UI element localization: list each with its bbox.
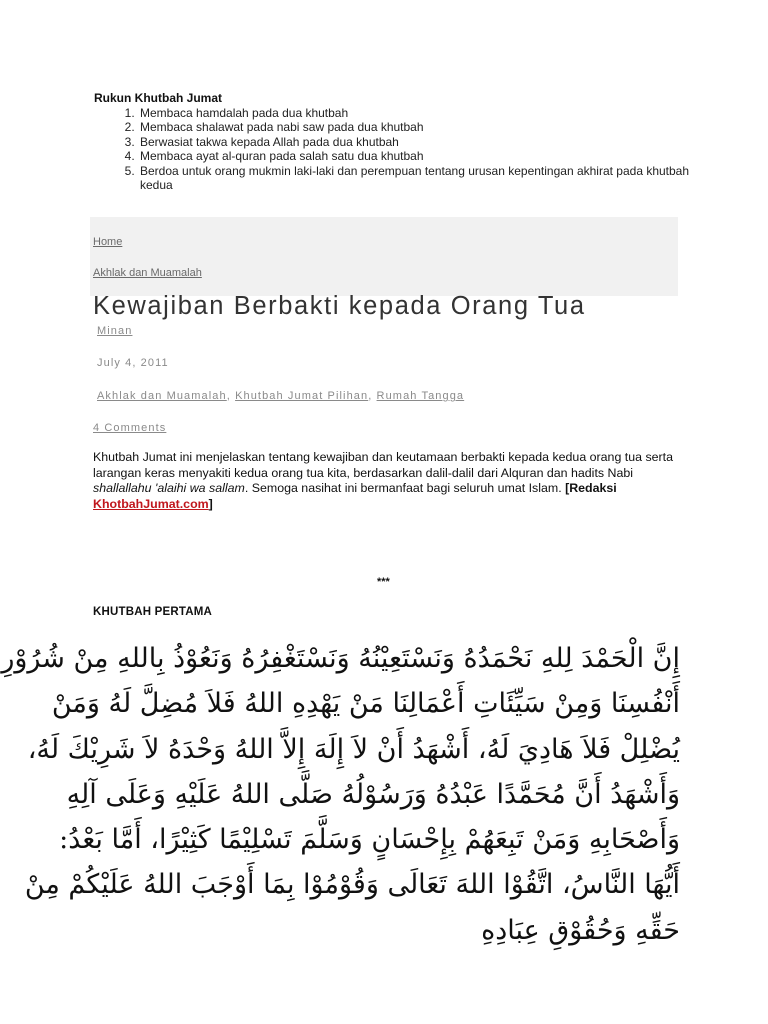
arabic-line: وَأَشْهَدُ أَنَّ مُحَمَّدًا عَبْدُهُ وَرَسُوْلُهُ صَلَّى اللهُ عَلَيْهِ وَعَلَى آلِهِ [66, 778, 680, 810]
post-author [97, 325, 132, 337]
arabic-line: حَقِّهِ وَحُقُوْقِ عِبَادِهِ [481, 914, 680, 946]
category-separator: , [226, 390, 231, 402]
redaksi-link[interactable]: KhotbahJumat.com [93, 496, 209, 511]
arabic-line: إِنَّ الْحَمْدَ لِلهِ نَحْمَدُهُ وَنَسْتَعِيْنُهُ وَنَسْتَغْفِرُهُ وَنَعُوْذُ بِاللهِ مِنْ شُرُوْرِ [1, 643, 680, 674]
post-categories [97, 390, 464, 402]
breadcrumb-category-link[interactable]: Akhlak dan Muamalah [93, 267, 202, 279]
post-comments [93, 422, 166, 434]
breadcrumb [90, 217, 678, 296]
list-item: 3. Berwasiat takwa kepada Allah pada dua khutbah [138, 135, 694, 150]
intro-paragraph [93, 450, 683, 512]
section-heading: KHUTBAH PERTAMA [93, 606, 213, 618]
arabic-line: أَيُّهَا النَّاسُ، اتَّقُوْا اللهَ تَعَالَى وَقُوْمُوْا بِمَا أَوْجَبَ اللهُ عَلَيْكُمْ مِنْ [24, 869, 680, 901]
arabic-line: وَأَصْحَابِهِ وَمَنْ تَبِعَهُمْ بِإِحْسَانٍ وَسَلَّمَ تَسْلِيْمًا كَثِيْرًا، أَمَّا بَعْدُ: [59, 824, 680, 856]
list-item: 4. Membaca ayat al-quran pada salah satu dua khutbah [138, 149, 694, 164]
breadcrumb-home-link[interactable]: Home [93, 236, 123, 248]
arabic-line: أَنْفُسِنَا وَمِنْ سَيِّئَاتِ أَعْمَالِنَا مَنْ يَهْدِهِ اللهُ فَلاَ مُضِلَّ لَهُ وَمَنْ [51, 688, 680, 720]
redaksi-open: [Redaksi [565, 481, 617, 495]
section-separator: *** [377, 576, 390, 588]
rukun-section [94, 91, 694, 193]
category-separator: , [368, 390, 373, 402]
intro-text: . Semoga nasihat ini bermanfaat bagi seluruh umat Islam. [244, 481, 566, 495]
author-link[interactable]: Minan [97, 325, 133, 337]
redaksi-close: ] [208, 496, 213, 511]
comments-link[interactable]: 4 Comments [93, 422, 167, 434]
list-item: 1. Membaca hamdalah pada dua khutbah [138, 106, 694, 121]
arabic-text [1, 636, 680, 953]
arabic-line: يُضْلِلْ فَلاَ هَادِيَ لَهُ، أَشْهَدُ أَنْ لاَ إِلَهَ إِلاَّ اللهُ وَحْدَهُ لاَ شَرِيْكَ لَهُ، [27, 733, 680, 765]
intro-text: Khutbah Jumat ini menjelaskan tentang kewajiban dan keutamaan berbakti kepada kedua orang tua serta larangan keras menyakiti kedua orang tua kita, berdasarkan dalil-dalil dari Alquran dan hadits Nabi [93, 450, 673, 480]
rukun-title: Rukun Khutbah Jumat [94, 91, 222, 105]
intro-italic: shallallahu 'alaihi wa sallam [93, 481, 245, 495]
post-date: July 4, 2011 [97, 357, 169, 369]
rukun-list [94, 106, 694, 193]
list-item: 2. Membaca shalawat pada nabi saw pada dua khutbah [138, 120, 694, 135]
category-link[interactable]: Rumah Tangga [376, 390, 465, 402]
category-link[interactable]: Akhlak dan Muamalah [97, 390, 227, 402]
list-item: 5. Berdoa untuk orang mukmin laki-laki dan perempuan tentang urusan kepentingan akhirat pada khutbah kedua [138, 164, 694, 193]
page-title: Kewajiban Berbakti kepada Orang Tua [93, 292, 586, 320]
category-link[interactable]: Khutbah Jumat Pilihan [235, 390, 369, 402]
